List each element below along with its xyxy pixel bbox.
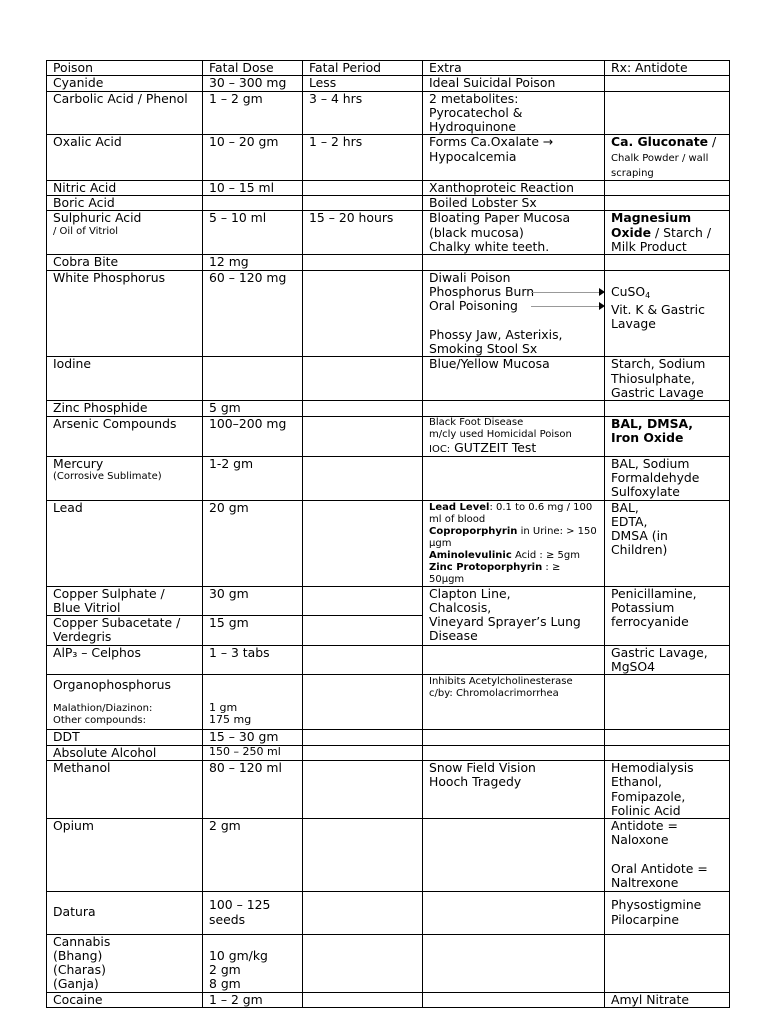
antidote-secondary: Chalk Powder / wall scraping xyxy=(611,152,709,179)
extra-line xyxy=(429,562,598,586)
antidote-line: Folinic Acid xyxy=(611,802,681,818)
poison-name: Datura xyxy=(47,891,203,934)
antidote xyxy=(605,891,730,934)
antidote-line: Hemodialysis xyxy=(611,760,694,775)
extra-line: Clapton Line, xyxy=(429,586,511,601)
poison-name-line: Copper Sulphate / xyxy=(53,586,165,601)
header-fatal-period: Fatal Period xyxy=(303,61,423,76)
table-row xyxy=(47,196,730,211)
table-row xyxy=(47,675,730,730)
extra-ioc-label: IOC: xyxy=(429,443,451,455)
antidote-line: Potassium xyxy=(611,599,675,615)
antidote-formula-subscript: 4 xyxy=(645,290,651,300)
header-antidote: Rx: Antidote xyxy=(605,61,730,76)
table-row xyxy=(47,730,730,745)
extra-line: Hydroquinone xyxy=(429,119,516,135)
extra-info xyxy=(423,760,605,818)
fatal-dose: 20 gm xyxy=(203,500,303,586)
antidote xyxy=(605,76,730,91)
extra-line: Chalcosis, xyxy=(429,599,492,615)
table-header-row xyxy=(47,61,730,76)
antidote-line: EDTA, xyxy=(611,513,648,529)
antidote xyxy=(605,196,730,211)
fatal-dose: 1 – 3 tabs xyxy=(203,645,303,675)
table-row xyxy=(47,76,730,91)
antidote xyxy=(605,180,730,195)
extra-line: Vineyard Sprayer’s Lung xyxy=(429,614,581,630)
fatal-period xyxy=(303,401,423,416)
table-row xyxy=(47,992,730,1007)
poison-name xyxy=(47,616,203,646)
fatal-dose xyxy=(203,891,303,934)
poison-name: Cobra Bite xyxy=(47,255,203,270)
antidote-line xyxy=(611,271,723,285)
poison-name: Cocaine xyxy=(47,992,203,1007)
antidote-line: Ethanol, xyxy=(611,774,662,790)
spacer xyxy=(209,678,296,702)
extra-info xyxy=(423,135,605,180)
extra-line: Chalky white teeth. xyxy=(429,238,550,254)
antidote-line: Naltrexone xyxy=(611,875,679,891)
extra-info xyxy=(423,819,605,891)
poison-name: Zinc Phosphide xyxy=(47,401,203,416)
extra-line xyxy=(429,441,598,456)
poison-name-main: Sulphuric Acid xyxy=(53,210,142,226)
antidote xyxy=(605,760,730,818)
extra-line: Phossy Jaw, Asterixis, xyxy=(429,326,563,342)
fatal-dose xyxy=(203,934,303,992)
fatal-dose: 12 mg xyxy=(203,255,303,270)
extra-info xyxy=(423,456,605,500)
antidote-line: BAL, DMSA, xyxy=(611,416,694,431)
fatal-period xyxy=(303,745,423,760)
fatal-dose: 2 gm xyxy=(203,819,303,891)
antidote-line: ferrocyanide xyxy=(611,614,689,630)
antidote-line: MgSO4 xyxy=(611,659,656,675)
antidote-formula: CuSO xyxy=(611,283,646,299)
table-row xyxy=(47,416,730,456)
poison-name xyxy=(47,675,203,730)
extra-term: Zinc Protoporphyrin xyxy=(429,561,543,573)
antidote-primary: Magnesium Oxide xyxy=(611,210,692,240)
table-row xyxy=(47,135,730,180)
fatal-period xyxy=(303,730,423,745)
antidote xyxy=(605,357,730,401)
poison-name-alias: / Oil of Vitriol xyxy=(53,225,119,237)
fatal-dose: 30 gm xyxy=(203,586,303,616)
antidote: Amyl Nitrate xyxy=(605,992,730,1007)
extra-info xyxy=(423,730,605,745)
extra-info xyxy=(423,745,605,760)
fatal-period: 15 – 20 hours xyxy=(303,211,423,255)
poison-name: Oxalic Acid xyxy=(47,135,203,180)
antidote xyxy=(605,456,730,500)
antidote-primary: Ca. Gluconate xyxy=(611,134,709,150)
antidote-line: Formaldehyde xyxy=(611,469,700,485)
poison-name-line: (Ganja) xyxy=(53,976,99,992)
extra-info xyxy=(423,255,605,270)
header-fatal-dose: Fatal Dose xyxy=(203,61,303,76)
table-row xyxy=(47,760,730,818)
antidote xyxy=(605,401,730,416)
poison-name: AlP₃ – Celphos xyxy=(47,645,203,675)
poison-name xyxy=(47,586,203,616)
table-row xyxy=(47,270,730,357)
fatal-dose: 30 – 300 mg xyxy=(203,76,303,91)
antidote xyxy=(605,745,730,760)
fatal-period xyxy=(303,675,423,730)
fatal-dose-line xyxy=(209,935,296,949)
poison-name: Cyanide xyxy=(47,76,203,91)
extra-line xyxy=(429,313,598,327)
poison-name: Opium xyxy=(47,819,203,891)
fatal-period xyxy=(303,645,423,675)
antidote xyxy=(605,730,730,745)
antidote-line: Physostigmine xyxy=(611,897,702,913)
table-row xyxy=(47,357,730,401)
antidote xyxy=(605,500,730,586)
poison-name: Methanol xyxy=(47,760,203,818)
extra-info xyxy=(423,891,605,934)
antidote-separator: / xyxy=(708,134,717,150)
extra-line: Diwali Poison xyxy=(429,269,511,285)
extra-value: : 0.1 to 0.6 mg / 100 ml of blood xyxy=(429,501,593,525)
poison-name: Carbolic Acid / Phenol xyxy=(47,91,203,135)
table-row xyxy=(47,255,730,270)
extra-value: in Urine: > 150 μgm xyxy=(429,525,597,549)
extra-line xyxy=(429,550,598,562)
poison-name-line: Cannabis xyxy=(53,934,111,949)
fatal-period xyxy=(303,616,423,646)
poison-name: Iodine xyxy=(47,357,203,401)
antidote-line: Gastric Lavage, xyxy=(611,645,708,660)
antidote-line: Starch, Sodium xyxy=(611,356,706,372)
antidote xyxy=(605,135,730,180)
extra-line: Hypocalcemia xyxy=(429,148,517,164)
fatal-dose: 60 – 120 mg xyxy=(203,270,303,357)
antidote-secondary: / Starch / Milk Product xyxy=(611,224,712,254)
fatal-dose xyxy=(203,196,303,211)
antidote-line: Children) xyxy=(611,542,668,558)
poison-name-main: Mercury xyxy=(53,456,104,471)
antidote-line xyxy=(611,848,723,862)
fatal-dose-line: 100 – 125 xyxy=(209,897,271,913)
extra-info xyxy=(423,586,605,645)
fatal-period xyxy=(303,819,423,891)
extra-line: Pyrocatechol & xyxy=(429,104,523,120)
fatal-period xyxy=(303,934,423,992)
antidote-line: Iron Oxide xyxy=(611,429,684,445)
fatal-dose: 150 – 250 ml xyxy=(203,745,303,760)
extra-value: Acid : ≥ 5gm xyxy=(511,549,580,561)
table-row xyxy=(47,180,730,195)
fatal-period xyxy=(303,270,423,357)
antidote xyxy=(605,270,730,357)
antidote xyxy=(605,211,730,255)
fatal-dose: 10 – 20 gm xyxy=(203,135,303,180)
fatal-dose xyxy=(203,675,303,730)
antidote-line: Pilocarpine xyxy=(611,911,679,927)
antidote-line: Gastric Lavage xyxy=(611,384,704,400)
antidote xyxy=(605,255,730,270)
fatal-dose: 1-2 gm xyxy=(203,456,303,500)
antidote-line: Vit. K & Gastric Lavage xyxy=(611,302,705,332)
poison-name: White Phosphorus xyxy=(47,270,203,357)
extra-line: c/by: Chromolacrimorrhea xyxy=(429,688,559,700)
table-row xyxy=(47,91,730,135)
table-row xyxy=(47,745,730,760)
fatal-period: Less xyxy=(303,76,423,91)
poison-table xyxy=(46,60,730,1008)
poison-name-line: (Bhang) xyxy=(53,947,103,963)
extra-line: Inhibits Acetylcholinesterase xyxy=(429,676,573,688)
antidote-line xyxy=(611,285,723,303)
extra-term: Lead Level xyxy=(429,501,490,513)
antidote-line: Antidote = xyxy=(611,818,678,834)
extra-info: Ideal Suicidal Poison xyxy=(423,76,605,91)
poison-name-line: Blue Vitriol xyxy=(53,599,121,615)
fatal-dose: 5 – 10 ml xyxy=(203,211,303,255)
fatal-dose: 1 – 2 gm xyxy=(203,91,303,135)
fatal-dose: 100–200 mg xyxy=(203,416,303,456)
extra-info xyxy=(423,91,605,135)
antidote-line: DMSA (in xyxy=(611,528,668,544)
fatal-dose-line: seeds xyxy=(209,911,246,927)
extra-info xyxy=(423,416,605,456)
antidote-line: Fomipazole, xyxy=(611,788,686,804)
extra-line: 2 metabolites: xyxy=(429,91,519,106)
extra-line: Smoking Stool Sx xyxy=(429,341,538,357)
fatal-period xyxy=(303,586,423,616)
fatal-dose-line: 10 gm/kg xyxy=(209,947,268,963)
antidote-line: Oral Antidote = xyxy=(611,860,708,876)
fatal-dose-line: 8 gm xyxy=(209,976,241,992)
fatal-period xyxy=(303,500,423,586)
fatal-dose-line: 2 gm xyxy=(209,962,241,978)
antidote-line: Naloxone xyxy=(611,832,669,848)
extra-info: Boiled Lobster Sx xyxy=(423,196,605,211)
fatal-dose: 15 gm xyxy=(203,616,303,646)
extra-line xyxy=(429,299,598,313)
antidote xyxy=(605,645,730,675)
arrow-right-icon xyxy=(531,288,605,296)
fatal-period: 1 – 2 hrs xyxy=(303,135,423,180)
fatal-period xyxy=(303,357,423,401)
extra-info xyxy=(423,500,605,586)
poison-name: Absolute Alcohol xyxy=(47,745,203,760)
poison-name-line: Verdegris xyxy=(53,629,112,645)
fatal-period: 3 – 4 hrs xyxy=(303,91,423,135)
poison-name: DDT xyxy=(47,730,203,745)
poison-name-alias: (Corrosive Sublimate) xyxy=(53,470,162,482)
poison-name: Lead xyxy=(47,500,203,586)
table-row xyxy=(47,819,730,891)
poison-name-line: Copper Subacetate / xyxy=(53,615,181,631)
fatal-dose-line: 1 gm xyxy=(209,701,238,715)
fatal-period xyxy=(303,180,423,195)
extra-info xyxy=(423,992,605,1007)
antidote xyxy=(605,934,730,992)
extra-info: Blue/Yellow Mucosa xyxy=(423,357,605,401)
table-row xyxy=(47,891,730,934)
fatal-period xyxy=(303,760,423,818)
extra-info xyxy=(423,675,605,730)
antidote xyxy=(605,416,730,456)
table-row xyxy=(47,211,730,255)
extra-line-text: Oral Poisoning xyxy=(429,298,518,314)
spacer xyxy=(53,693,196,703)
extra-term: Aminolevulinic xyxy=(429,549,512,561)
poison-subtype: Other compounds: xyxy=(53,714,146,726)
fatal-period xyxy=(303,992,423,1007)
extra-line: Black Foot Disease xyxy=(429,416,524,428)
antidote-line: Thiosulphate, xyxy=(611,370,695,386)
table-row xyxy=(47,586,730,616)
header-extra: Extra xyxy=(423,61,605,76)
extra-info: Xanthoproteic Reaction xyxy=(423,180,605,195)
poison-name: Nitric Acid xyxy=(47,180,203,195)
poison-subtype: Malathion/Diazinon: xyxy=(53,702,153,714)
fatal-period xyxy=(303,196,423,211)
extra-info xyxy=(423,934,605,992)
antidote xyxy=(605,675,730,730)
poison-name xyxy=(47,456,203,500)
table-row xyxy=(47,500,730,586)
extra-line-text: Phosphorus Burn xyxy=(429,283,535,299)
extra-value: : ≥ 50μgm xyxy=(429,561,561,585)
fatal-dose: 15 – 30 gm xyxy=(203,730,303,745)
header-poison: Poison xyxy=(47,61,203,76)
fatal-period xyxy=(303,891,423,934)
table-row xyxy=(47,645,730,675)
poison-name: Boric Acid xyxy=(47,196,203,211)
arrow-right-icon xyxy=(531,302,605,310)
extra-line: Disease xyxy=(429,628,478,644)
fatal-period xyxy=(303,416,423,456)
poison-name xyxy=(47,934,203,992)
poison-name-main: Organophosphorus xyxy=(53,677,171,693)
poison-name: Arsenic Compounds xyxy=(47,416,203,456)
antidote-line: BAL, Sodium xyxy=(611,456,690,471)
fatal-period xyxy=(303,255,423,270)
antidote xyxy=(605,586,730,645)
fatal-dose: 10 – 15 ml xyxy=(203,180,303,195)
fatal-dose: 5 gm xyxy=(203,401,303,416)
fatal-dose-line: 175 mg xyxy=(209,713,252,727)
extra-line xyxy=(429,526,598,550)
table-row xyxy=(47,456,730,500)
extra-line xyxy=(429,285,598,299)
poison-name xyxy=(47,211,203,255)
table-row xyxy=(47,934,730,992)
extra-info xyxy=(423,401,605,416)
extra-line xyxy=(429,502,598,526)
poison-name-line: (Charas) xyxy=(53,962,106,978)
extra-info xyxy=(423,211,605,255)
antidote xyxy=(605,91,730,135)
extra-line: Forms Ca.Oxalate → xyxy=(429,134,554,150)
extra-line: m/cly used Homicidal Poison xyxy=(429,428,572,440)
extra-line: Snow Field Vision xyxy=(429,760,536,775)
antidote xyxy=(605,819,730,891)
extra-line: Hooch Tragedy xyxy=(429,774,522,790)
fatal-dose: 80 – 120 ml xyxy=(203,760,303,818)
table-row xyxy=(47,401,730,416)
fatal-dose: 1 – 2 gm xyxy=(203,992,303,1007)
extra-line: Bloating Paper Mucosa xyxy=(429,210,571,226)
extra-info xyxy=(423,270,605,357)
antidote-line: Sulfoxylate xyxy=(611,484,680,500)
extra-info xyxy=(423,645,605,675)
extra-term: Coproporphyrin xyxy=(429,525,518,537)
extra-line: (black mucosa) xyxy=(429,224,524,240)
fatal-period xyxy=(303,456,423,500)
antidote-line: Penicillamine, xyxy=(611,586,697,601)
extra-ioc-value: GUTZEIT Test xyxy=(454,439,537,455)
antidote-line: BAL, xyxy=(611,500,639,515)
fatal-dose xyxy=(203,357,303,401)
